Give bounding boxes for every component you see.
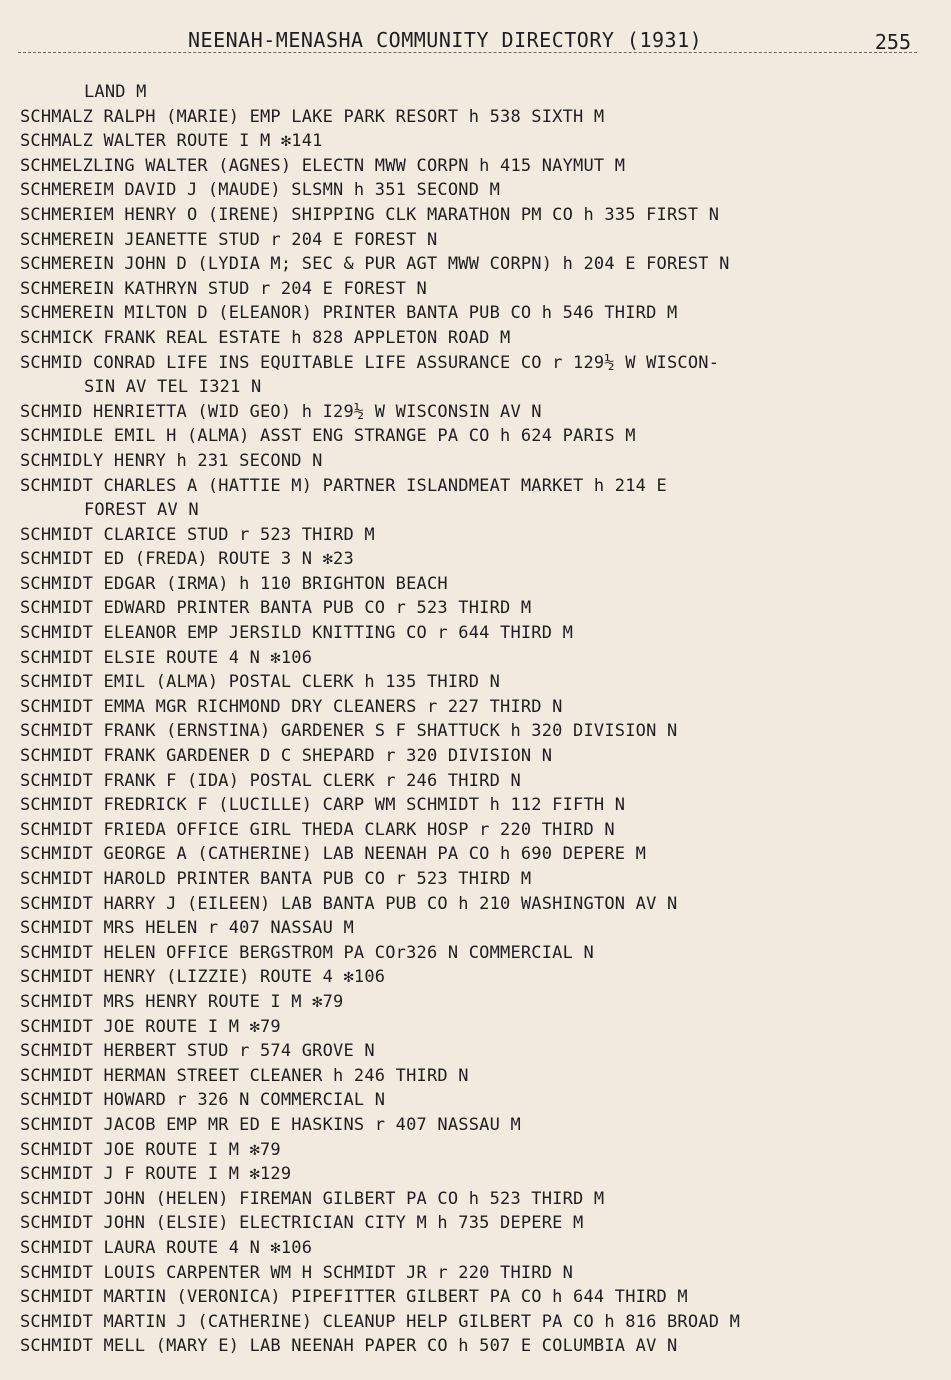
directory-entry: SCHMIDT ED (FREDA) ROUTE 3 N ✻23 <box>20 549 354 570</box>
directory-entry: SCHMIDT FRANK F (IDA) POSTAL CLERK r 246 THIRD N <box>20 770 521 791</box>
directory-entry: SCHMIDT ELEANOR EMP JERSILD KNITTING CO r 644 THIRD M <box>20 623 574 644</box>
directory-entry: SCHMEREIN MILTON D (ELEANOR) PRINTER BANTA PUB CO h 546 THIRD M <box>20 303 678 324</box>
directory-entry: SCHMICK FRANK REAL ESTATE h 828 APPLETON ROAD M <box>20 327 511 348</box>
directory-entry: SCHMIDT CHARLES A (HATTIE M) PARTNER ISLANDMEAT MARKET h 214 E <box>20 475 667 496</box>
directory-entry: SCHMIDT ELSIE ROUTE 4 N ✻106 <box>20 647 313 668</box>
directory-entry: SCHMIDT HOWARD r 326 N COMMERCIAL N <box>20 1090 386 1111</box>
directory-entry: SCHMIDT JOE ROUTE I M ✻79 <box>20 1139 281 1160</box>
directory-entry: SCHMIDT HELEN OFFICE BERGSTROM PA COr326 N COMMERCIAL N <box>20 942 594 963</box>
directory-entry: SCHMIDT J F ROUTE I M ✻129 <box>20 1164 292 1185</box>
directory-entry: SCHMERIEM HENRY O (IRENE) SHIPPING CLK MARATHON PM CO h 335 FIRST N <box>20 204 720 225</box>
directory-entry: SCHMIDLY HENRY h 231 SECOND N <box>20 450 323 471</box>
directory-entry: SCHMALZ RALPH (MARIE) EMP LAKE PARK RESORT h 538 SIXTH M <box>20 106 605 127</box>
directory-entry: SCHMIDT EMMA MGR RICHMOND DRY CLEANERS r 227 THIRD N <box>20 696 563 717</box>
directory-entry: SCHMIDT EDWARD PRINTER BANTA PUB CO r 523 THIRD M <box>20 598 532 619</box>
directory-entry: SCHMEREIN KATHRYN STUD r 204 E FOREST N <box>20 278 427 299</box>
directory-entry: SCHMIDT HENRY (LIZZIE) ROUTE 4 ✻106 <box>20 967 386 988</box>
directory-entry: SCHMIDT LAURA ROUTE 4 N ✻106 <box>20 1237 313 1258</box>
directory-entry: SCHMID HENRIETTA (WID GEO) h I29½ W WISCONSIN AV N <box>20 401 542 422</box>
directory-entry: SCHMIDT FREDRICK F (LUCILLE) CARP WM SCHMIDT h 112 FIFTH N <box>20 795 626 816</box>
directory-entry: SCHMIDT HERMAN STREET CLEANER h 246 THIRD N <box>20 1065 469 1086</box>
directory-entry: SCHMIDT HARRY J (EILEEN) LAB BANTA PUB CO h 210 WASHINGTON AV N <box>20 893 678 914</box>
directory-entry: SCHMIDT FRANK GARDENER D C SHEPARD r 320 DIVISION N <box>20 746 553 767</box>
directory-entry: SCHMIDT JOE ROUTE I M ✻79 <box>20 1016 281 1037</box>
directory-entry: SCHMIDT CLARICE STUD r 523 THIRD M <box>20 524 375 545</box>
directory-entry: SCHMIDT EMIL (ALMA) POSTAL CLERK h 135 THIRD N <box>20 672 501 693</box>
directory-entry: SCHMIDT HERBERT STUD r 574 GROVE N <box>20 1041 375 1062</box>
directory-entry: SCHMIDT LOUIS CARPENTER WM H SCHMIDT JR r 220 THIRD N <box>20 1262 574 1283</box>
directory-entry: SCHMEREIN JEANETTE STUD r 204 E FOREST N <box>20 229 438 250</box>
directory-entry: LAND M <box>84 82 147 102</box>
directory-entry: SCHMIDT MELL (MARY E) LAB NEENAH PAPER CO h 507 E COLUMBIA AV N <box>20 1336 678 1357</box>
directory-entry: SCHMIDT EDGAR (IRMA) h 110 BRIGHTON BEACH <box>20 573 448 594</box>
directory-entry: SCHMIDT MARTIN J (CATHERINE) CLEANUP HELP GILBERT PA CO h 816 BROAD M <box>20 1311 741 1332</box>
directory-entry: SCHMALZ WALTER ROUTE I M ✻141 <box>20 131 323 152</box>
directory-entry: SCHMIDT HAROLD PRINTER BANTA PUB CO r 523 THIRD M <box>20 869 532 889</box>
directory-entry: SCHMIDT FRIEDA OFFICE GIRL THEDA CLARK HOSP r 220 THIRD N <box>20 819 615 840</box>
directory-entry: SCHMEREIN JOHN D (LYDIA M; SEC & PUR AGT MWW CORPN) h 204 E FOREST N <box>20 254 730 275</box>
page-title: NEENAH-MENASHA COMMUNITY DIRECTORY (1931) <box>188 28 703 52</box>
directory-listing <box>20 80 940 1359</box>
directory-entry: SCHMIDLE EMIL H (ALMA) ASST ENG STRANGE PA CO h 624 PARIS M <box>20 426 636 447</box>
directory-entry-continuation: SIN AV TEL I321 N <box>84 377 262 398</box>
directory-entry: SCHMIDT JACOB EMP MR ED E HASKINS r 407 NASSAU M <box>20 1114 521 1135</box>
directory-entry: SCHMID CONRAD LIFE INS EQUITABLE LIFE ASSURANCE CO r 129½ W WISCON- <box>20 352 720 373</box>
page-header <box>0 22 951 62</box>
page-number: 255 <box>874 30 911 54</box>
directory-entry: SCHMIDT GEORGE A (CATHERINE) LAB NEENAH PA CO h 690 DEPERE M <box>20 844 647 865</box>
directory-entry: SCHMELZLING WALTER (AGNES) ELECTN MWW CORPN h 415 NAYMUT M <box>20 155 626 176</box>
directory-entry: SCHMIDT MARTIN (VERONICA) PIPEFITTER GILBERT PA CO h 644 THIRD M <box>20 1287 688 1308</box>
directory-entry: SCHMEREIM DAVID J (MAUDE) SLSMN h 351 SECOND M <box>20 180 501 201</box>
directory-entry: SCHMIDT JOHN (ELSIE) ELECTRICIAN CITY M h 735 DEPERE M <box>20 1213 584 1234</box>
header-rule <box>18 52 917 53</box>
directory-entry: SCHMIDT MRS HENRY ROUTE I M ✻79 <box>20 991 344 1012</box>
directory-entry-continuation: FOREST AV N <box>84 500 199 521</box>
directory-entry: SCHMIDT JOHN (HELEN) FIREMAN GILBERT PA CO h 523 THIRD M <box>20 1188 605 1209</box>
directory-entry: SCHMIDT FRANK (ERNSTINA) GARDENER S F SHATTUCK h 320 DIVISION N <box>20 721 678 742</box>
directory-entry: SCHMIDT MRS HELEN r 407 NASSAU M <box>20 918 354 939</box>
